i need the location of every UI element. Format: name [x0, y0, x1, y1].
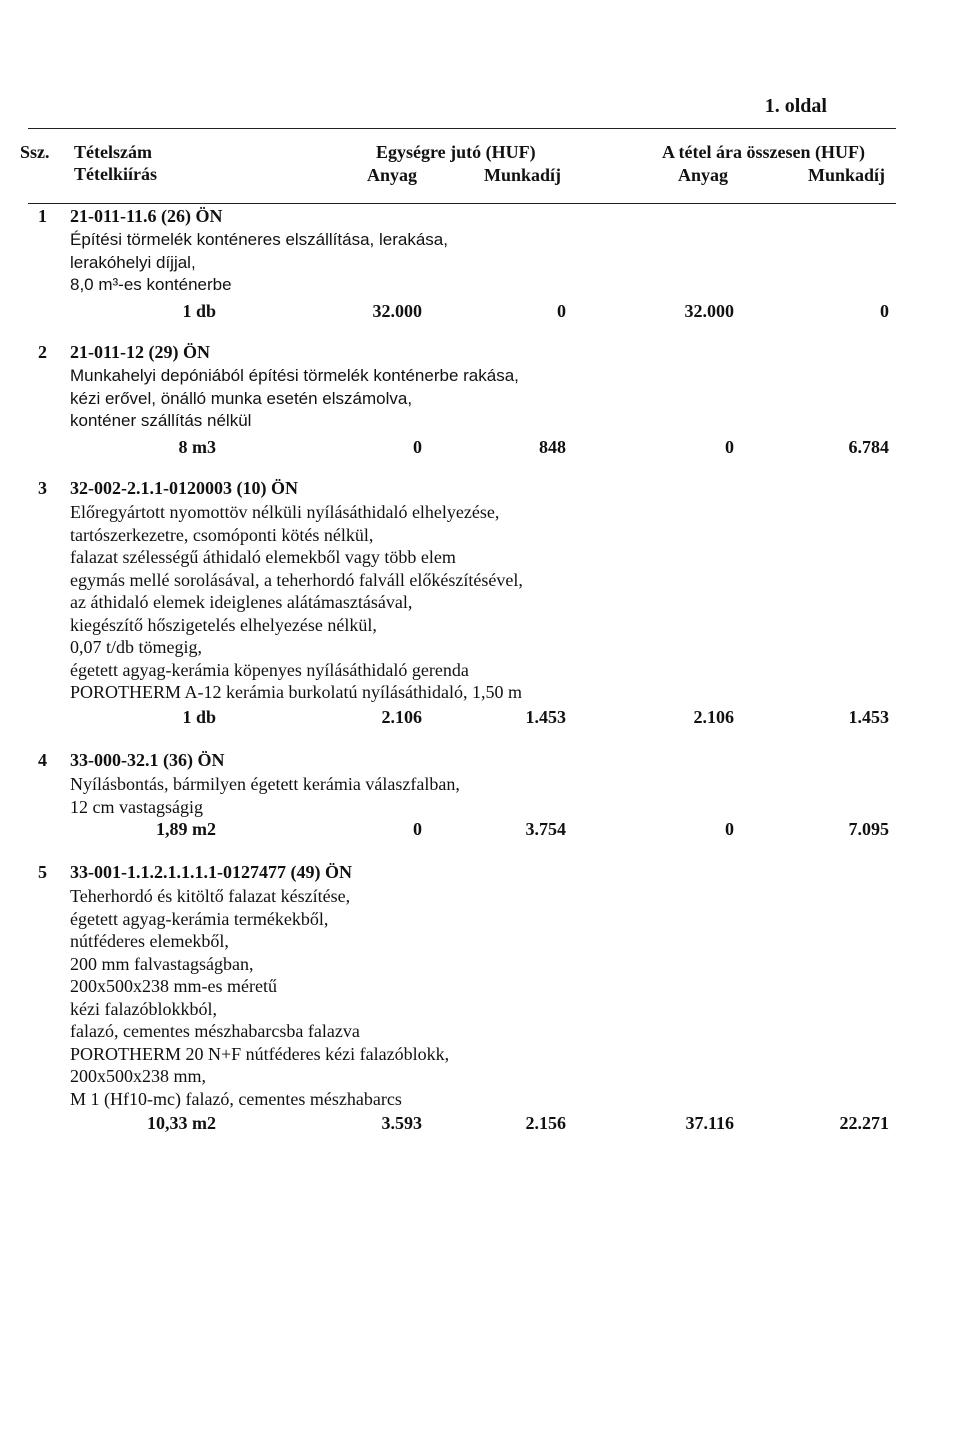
description-line: Teherhordó és kitöltő falazat készítése,	[70, 886, 351, 906]
item-description	[70, 365, 519, 433]
item-code: 21-011-11.6 (26) ÖN	[70, 206, 223, 226]
header-top-rule	[28, 128, 896, 129]
item-description	[70, 773, 460, 818]
description-line: M 1 (Hf10-mc) falazó, cementes mészhabarcs	[70, 1088, 402, 1109]
total-anyag: 37.116	[685, 1113, 734, 1133]
item-number: 4	[38, 750, 47, 770]
unit-anyag: 2.106	[381, 707, 422, 727]
item-1-values	[0, 301, 960, 325]
unit-anyag: 32.000	[372, 301, 422, 321]
description-line: egymás mellé sorolásával, a teherhordó falváll előkészítésével,	[70, 569, 523, 590]
quantity: 10,33 m2	[147, 1113, 216, 1133]
header-total-munkadij: Munkadíj	[808, 165, 886, 185]
description-line: 200x500x238 mm-es méretű	[70, 976, 277, 996]
total-anyag: 32.000	[684, 301, 734, 321]
total-anyag: 0	[725, 819, 734, 839]
item-code: 21-011-12 (29) ÖN	[70, 342, 210, 362]
description-line: tartószerkezetre, csomóponti kötés nélkül,	[70, 524, 374, 545]
description-line: falazó, cementes mészhabarcsba falazva	[70, 1021, 360, 1041]
page-number: 1. oldal	[764, 95, 827, 117]
header-tetelszam: Tételszám	[74, 142, 152, 162]
header-unit-munkadij: Munkadíj	[484, 165, 562, 185]
description-line: konténer szállítás nélkül	[70, 411, 252, 430]
item-code: 33-000-32.1 (36) ÖN	[70, 750, 225, 770]
description-line: kézi erővel, önálló munka esetén elszámolva,	[70, 388, 413, 408]
unit-munkadij: 848	[539, 437, 566, 457]
unit-anyag: 3.593	[381, 1113, 422, 1133]
item-description	[70, 501, 523, 704]
item-code: 32-002-2.1.1-0120003 (10) ÖN	[70, 478, 298, 498]
description-line: 200 mm falvastagságban,	[70, 953, 254, 974]
item-number: 2	[38, 342, 47, 362]
description-line: lerakóhelyi díjjal,	[70, 252, 196, 272]
header-unit-anyag: Anyag	[367, 165, 418, 185]
total-munkadij: 22.271	[839, 1113, 889, 1133]
item-code: 33-001-1.1.2.1.1.1.1-0127477 (49) ÖN	[70, 862, 352, 882]
item-2-values	[0, 437, 960, 461]
description-line: POROTHERM A-12 kerámia burkolatú nyílásáthidaló, 1,50 m	[70, 682, 522, 702]
unit-anyag: 0	[413, 437, 422, 457]
header-unit-group: Egységre jutó (HUF)	[376, 142, 536, 162]
description-line: Építési törmelék konténeres elszállítása, lerakása,	[70, 230, 448, 249]
total-munkadij: 1.453	[848, 707, 889, 727]
quantity: 1 db	[182, 301, 216, 321]
description-line: Munkahelyi depóniából építési törmelék konténerbe rakása,	[70, 366, 519, 385]
item-number: 5	[38, 862, 47, 882]
description-line: 12 cm vastagságig	[70, 796, 203, 817]
item-description	[70, 229, 448, 297]
unit-munkadij: 1.453	[525, 707, 566, 727]
item-4-values	[0, 819, 960, 843]
quantity: 8 m3	[178, 437, 216, 457]
header-total-anyag: Anyag	[678, 165, 729, 185]
description-line: égetett agyag-kerámia termékekből,	[70, 908, 329, 929]
description-line: égetett agyag-kerámia köpenyes nyílásáthidaló gerenda	[70, 659, 469, 680]
description-line: 8,0 m³-es konténerbe	[70, 275, 232, 294]
total-anyag: 0	[725, 437, 734, 457]
item-number: 3	[38, 478, 47, 498]
unit-munkadij: 2.156	[525, 1113, 566, 1133]
total-anyag: 2.106	[693, 707, 734, 727]
description-line: Előregyártott nyomottöv nélküli nyílásáthidaló elhelyezése,	[70, 502, 500, 522]
total-munkadij: 7.095	[848, 819, 889, 839]
description-line: nútféderes elemekből,	[70, 931, 229, 951]
item-5-values	[0, 1113, 960, 1137]
unit-munkadij: 3.754	[525, 819, 566, 839]
item-3-values	[0, 707, 960, 731]
description-line: az áthidaló elemek ideiglenes alátámasztásával,	[70, 592, 413, 612]
total-munkadij: 6.784	[848, 437, 889, 457]
header-tetelkiiras: Tételkiírás	[74, 164, 157, 184]
header-ssz: Ssz.	[20, 142, 50, 162]
total-munkadij: 0	[880, 301, 889, 321]
description-line: Nyílásbontás, bármilyen égetett kerámia válaszfalban,	[70, 774, 460, 794]
header-bottom-rule	[28, 203, 896, 204]
description-line: 0,07 t/db tömegig,	[70, 637, 202, 657]
description-line: POROTHERM 20 N+F nútféderes kézi falazóblokk,	[70, 1043, 450, 1064]
unit-munkadij: 0	[557, 301, 566, 321]
description-line: 200x500x238 mm,	[70, 1066, 207, 1086]
item-description	[70, 885, 449, 1110]
description-line: kiegészítő hőszigetelés elhelyezése nélkül,	[70, 614, 377, 635]
quantity: 1,89 m2	[156, 819, 216, 839]
item-number: 1	[38, 206, 47, 226]
unit-anyag: 0	[413, 819, 422, 839]
quantity: 1 db	[182, 707, 216, 727]
description-line: kézi falazóblokkból,	[70, 998, 217, 1019]
header-total-group: A tétel ára összesen (HUF)	[662, 142, 865, 162]
description-line: falazat szélességű áthidaló elemekből vagy több elem	[70, 547, 456, 567]
